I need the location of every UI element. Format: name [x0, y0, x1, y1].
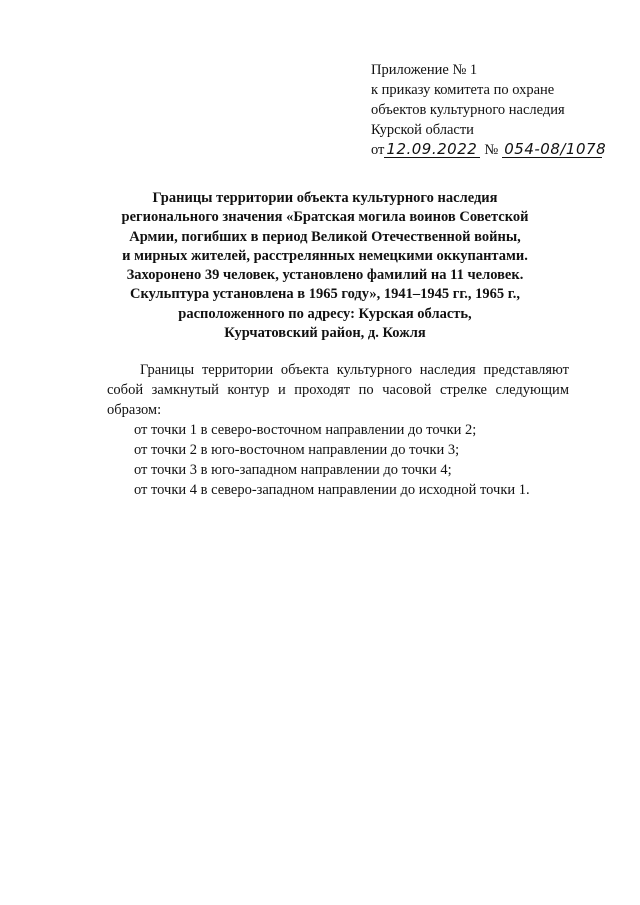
title-line: Курчатовский район, д. Кожля	[224, 325, 426, 342]
document-body	[107, 360, 569, 500]
annex-header	[371, 60, 611, 160]
document-title	[110, 189, 540, 343]
number-sign: №	[484, 142, 499, 158]
boundary-item: от точки 2 в юго-восточном направлении до точки 3;	[134, 442, 460, 458]
boundary-item: от точки 1 в северо-восточном направлении до точки 2;	[134, 422, 477, 438]
date-prefix: от	[371, 142, 385, 158]
annex-number: Приложение № 1	[371, 62, 478, 78]
title-line: Границы территории объекта культурного наследия	[152, 190, 498, 206]
title-line: и мирных жителей, расстрелянных немецкими оккупантами.	[122, 247, 528, 264]
annex-region-line: Курской области	[371, 122, 474, 138]
title-line: Захоронено 39 человек, установлено фамилий на 11 человек.	[126, 267, 524, 284]
intro-paragraph: Границы территории объекта культурного наследия представляют собой замкнутый контур и проходят по часовой стрелке следующим образом:	[107, 362, 569, 418]
title-line: Скульптура установлена в 1965 году», 1941–1945 гг., 1965 г.,	[130, 286, 520, 303]
handwritten-order-number: 054-08/1078	[504, 140, 607, 158]
handwritten-date: 12.09.2022	[384, 141, 480, 158]
boundary-item: от точки 4 в северо-западном направлении до исходной точки 1.	[134, 482, 530, 498]
annex-date-number-line	[371, 140, 611, 160]
annex-order-line: к приказу комитета по охране	[371, 82, 555, 98]
annex-committee-line: объектов культурного наследия	[371, 102, 565, 118]
title-line: Армии, погибших в период Великой Отечественной войны,	[129, 228, 521, 245]
title-line: регионального значения «Братская могила воинов Советской	[121, 209, 529, 226]
boundary-item: от точки 3 в юго-западном направлении до точки 4;	[134, 462, 452, 478]
title-line: расположенного по адресу: Курская область,	[178, 305, 472, 322]
